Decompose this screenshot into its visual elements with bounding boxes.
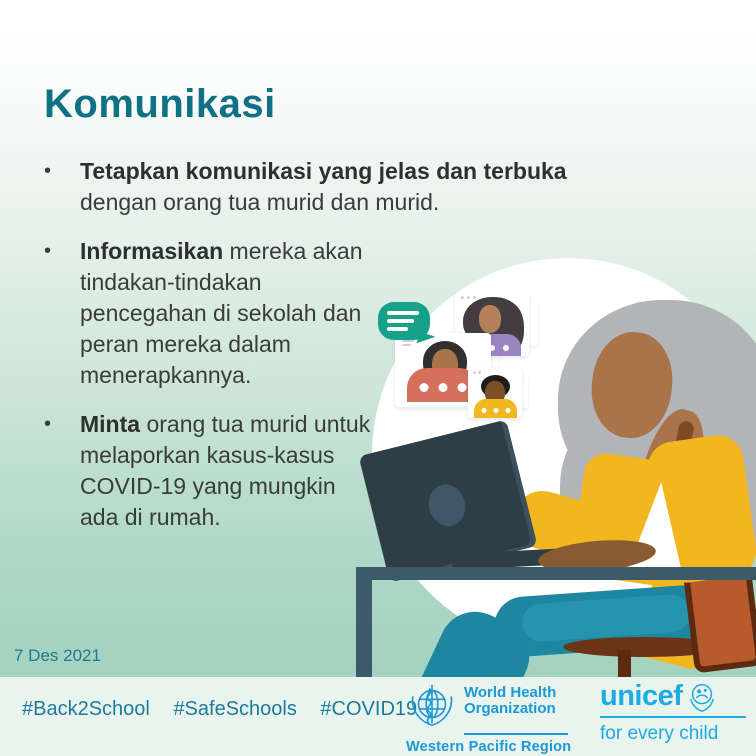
- bullet-rest: mereka akan tindakan-tindakan pencegahan di sekolah dan peran mereka dalam menerapkannya.: [80, 238, 363, 388]
- bullet-text: [80, 236, 372, 391]
- bullet-list: [44, 156, 610, 551]
- unicef-divider: [600, 716, 746, 718]
- who-name-line2: Organization: [464, 699, 556, 717]
- who-logo: [406, 681, 576, 755]
- desk-leg: [356, 567, 372, 677]
- who-region-label: Western Pacific Region: [406, 739, 572, 755]
- who-name: [464, 681, 556, 716]
- bullet-text: [80, 409, 372, 533]
- bullet-marker: •: [44, 160, 52, 182]
- chair-leg: [618, 650, 631, 678]
- bullet-bold: Tetapkan komunikasi yang jelas dan terbuka: [80, 158, 567, 184]
- page-title: Komunikasi: [44, 82, 276, 126]
- bullet-bold: Minta: [80, 411, 141, 437]
- date-label: 7 Des 2021: [14, 646, 101, 665]
- bullet-rest: dengan orang tua murid dan murid.: [80, 189, 440, 215]
- unicef-tagline: for every child: [600, 723, 719, 744]
- who-divider: [464, 733, 568, 735]
- bullet-item: [44, 409, 610, 533]
- hashtag-back2school: #Back2School: [22, 698, 150, 720]
- unicef-logo: [600, 680, 748, 745]
- bullet-text: [80, 156, 610, 218]
- hashtag-covid19: #COVID19: [320, 698, 418, 720]
- desk-top: [356, 567, 756, 580]
- who-name-line1: World Health: [464, 684, 557, 701]
- bullet-rest: orang tua murid untuk melaporkan kasus-kasus COVID-19 yang mungkin ada di rumah.: [80, 411, 371, 530]
- bullet-marker: •: [44, 240, 52, 262]
- bullet-item: [44, 236, 610, 391]
- unicef-wordmark: unicef: [600, 680, 683, 712]
- bullet-item: [44, 156, 610, 218]
- hashtag-row: [22, 698, 435, 721]
- who-emblem-icon: [406, 681, 458, 731]
- unicef-emblem-icon: [686, 681, 718, 713]
- bullet-marker: •: [44, 413, 52, 435]
- bullet-bold: Informasikan: [80, 238, 224, 264]
- hashtag-safeschools: #SafeSchools: [173, 698, 297, 720]
